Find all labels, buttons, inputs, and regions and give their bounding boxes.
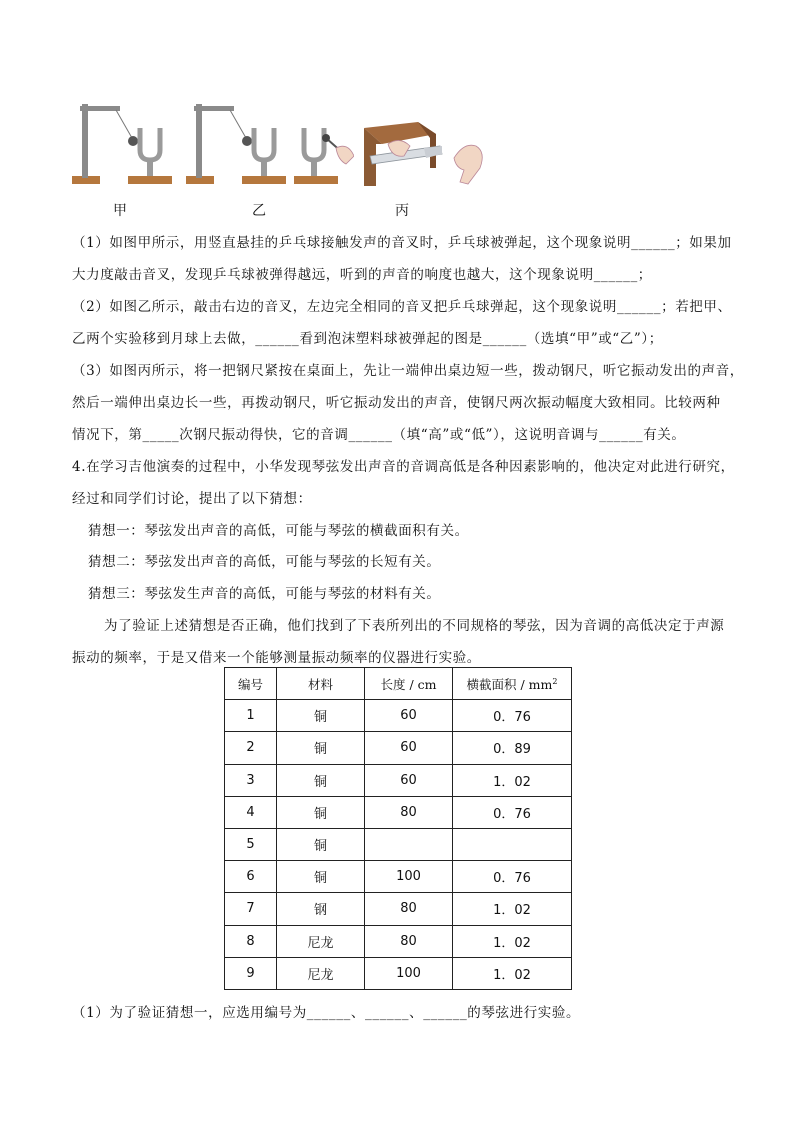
cell-length: 80 <box>365 796 453 828</box>
figure-bing <box>364 98 488 192</box>
cell-id: 2 <box>225 732 277 764</box>
paragraph-line: 大力度敲击音叉，发现乒乓球被弹得越远，听到的声音的响度也越大，这个现象说明______； <box>72 267 652 283</box>
cell-id: 4 <box>225 796 277 828</box>
cell-material: 钢 <box>277 893 365 925</box>
cell-id: 3 <box>225 764 277 796</box>
caption-bing: 丙 <box>395 203 409 219</box>
cell-material: 铜 <box>277 861 365 893</box>
ping-pong-ball <box>242 136 252 146</box>
cell-length: 60 <box>365 700 453 732</box>
cell-material: 铜 <box>277 764 365 796</box>
cell-material: 铜 <box>277 828 365 860</box>
tuning-fork-right-icon <box>294 128 354 184</box>
cell-area: 1．02 <box>453 957 572 989</box>
paragraph-line: （2）如图乙所示，敲击右边的音叉，左边完全相同的音叉把乒乓球弹起，这个现象说明______；若把甲、 <box>72 299 732 315</box>
caption-yi: 乙 <box>252 203 266 219</box>
hypothesis-2: 猜想二：琴弦发出声音的高低，可能与琴弦的长短有关。 <box>88 554 441 570</box>
cell-length: 60 <box>365 764 453 796</box>
cell-material: 铜 <box>277 796 365 828</box>
figure-yi <box>184 98 354 192</box>
table-row <box>225 861 572 893</box>
table-row <box>225 957 572 989</box>
table-row <box>225 732 572 764</box>
string-spec-table <box>224 667 572 990</box>
cell-area: 0．89 <box>453 732 572 764</box>
cell-id: 5 <box>225 828 277 860</box>
caption-jia: 甲 <box>113 203 127 219</box>
cell-length: 100 <box>365 957 453 989</box>
cell-area: 0．76 <box>453 861 572 893</box>
paragraph-line: 为了验证上述猜想是否正确，他们找到了下表所列出的不同规格的琴弦，因为音调的高低决定于声源 <box>104 618 725 634</box>
table-row <box>225 925 572 957</box>
cell-area: 1．02 <box>453 764 572 796</box>
cell-material: 铜 <box>277 700 365 732</box>
cell-id: 6 <box>225 861 277 893</box>
table-row <box>225 796 572 828</box>
cell-id: 8 <box>225 925 277 957</box>
cell-material: 尼龙 <box>277 925 365 957</box>
cell-id: 1 <box>225 700 277 732</box>
header-material: 材料 <box>277 668 365 700</box>
paragraph-line: 然后一端伸出桌边长一些，再拨动钢尺，听它振动发出的声音，使钢尺两次振动幅度大致相同。比较两种 <box>72 395 721 411</box>
table-row <box>225 828 572 860</box>
header-id: 编号 <box>225 668 277 700</box>
ping-pong-ball <box>128 136 138 146</box>
table-row <box>225 700 572 732</box>
cell-area: 0．76 <box>453 700 572 732</box>
table-row <box>225 893 572 925</box>
paragraph-line: 情况下，第_____次钢尺振动得快，它的音调______（填“高”或“低”），这说明音调与______有关。 <box>72 427 686 443</box>
cell-length: 80 <box>365 893 453 925</box>
cell-length <box>365 828 453 860</box>
stand-rod <box>82 104 88 178</box>
paragraph-line: 振动的频率，于是又借来一个能够测量振动频率的仪器进行实验。 <box>72 650 481 666</box>
cell-id: 9 <box>225 957 277 989</box>
paragraph-line: 经过和同学们讨论，提出了以下猜想： <box>72 491 312 507</box>
hypothesis-3: 猜想三：琴弦发生声音的高低，可能与琴弦的材料有关。 <box>88 586 441 602</box>
header-area: 横截面积 / $mm^2$ <box>453 668 572 700</box>
question-1-line: （1）为了验证猜想一，应选用编号为______、______、______的琴弦进行实验。 <box>72 1005 581 1021</box>
cell-length: 100 <box>365 861 453 893</box>
paragraph-line: 乙两个实验移到月球上去做，______看到泡沫塑料球被弹起的图是______（选填“甲”或“乙”）； <box>72 331 663 347</box>
cell-length: 60 <box>365 732 453 764</box>
cell-id: 7 <box>225 893 277 925</box>
cell-area: 1．02 <box>453 893 572 925</box>
paragraph-line: （3）如图丙所示，将一把钢尺紧按在桌面上，先让一端伸出桌边短一些，拨动钢尺，听它振动发出的声音， <box>72 363 744 379</box>
table-row <box>225 764 572 796</box>
cell-area <box>453 828 572 860</box>
cell-length: 80 <box>365 925 453 957</box>
cell-area: 0．76 <box>453 796 572 828</box>
figure-jia <box>70 98 176 192</box>
cell-material: 铜 <box>277 732 365 764</box>
stand-arm <box>80 106 120 111</box>
hand-pluck-icon <box>454 145 482 184</box>
cell-area: 1．02 <box>453 925 572 957</box>
table-header-row <box>225 668 572 700</box>
question-4-line: 4.在学习吉他演奏的过程中，小华发现琴弦发出声音的音调高低是各种因素影响的，他决定对此进行研究， <box>72 459 735 475</box>
header-length: 长度 / cm <box>365 668 453 700</box>
hypothesis-1: 猜想一：琴弦发出声音的高低，可能与琴弦的横截面积有关。 <box>88 523 469 539</box>
cell-material: 尼龙 <box>277 957 365 989</box>
paragraph-line: （1）如图甲所示，用竖直悬挂的乒乓球接触发声的音叉时，乒乓球被弹起，这个现象说明______；如果加 <box>72 235 732 251</box>
